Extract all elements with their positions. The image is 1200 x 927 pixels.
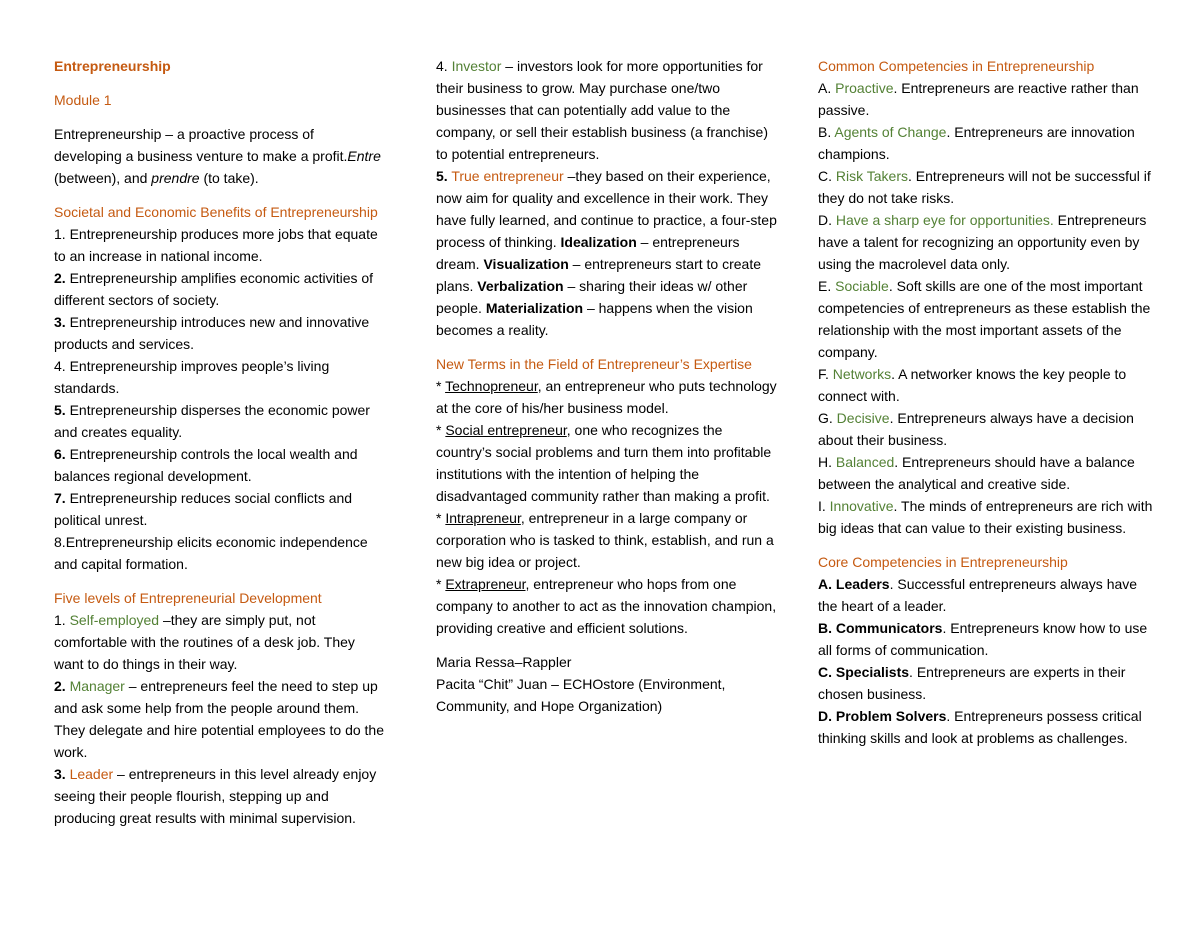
item-number: 2. — [54, 270, 66, 286]
term-item — [436, 507, 781, 573]
item-text: Entrepreneurship introduces new and innovative products and services. — [54, 314, 370, 352]
item-letter: A. — [818, 80, 836, 96]
competency-text: . The minds of entrepreneurs are rich with big ideas that can value to their existing business. — [818, 498, 1153, 536]
benefit-item — [54, 311, 384, 355]
step-term: Idealization — [560, 234, 637, 250]
competency-text: . Entrepreneurs always have a decision about their business. — [818, 410, 1134, 448]
term-text: , entrepreneur who hops from one company to another to act as the innovation champion, providing creative and efficient solutions. — [436, 576, 777, 636]
column-1 — [54, 55, 384, 829]
section-heading-benefits: Societal and Economic Benefits of Entrepreneurship — [54, 204, 378, 220]
item-number: 1. — [54, 226, 66, 242]
core-term: Problem Solvers — [835, 708, 947, 724]
step-term: Verbalization — [477, 278, 564, 294]
step-text: – entrepreneurs dream. — [436, 234, 740, 272]
level-term: Self-employed — [69, 612, 160, 628]
column-2 — [436, 55, 781, 717]
item-text: Entrepreneurship reduces social conflicts and political unrest. — [54, 490, 353, 528]
section-heading-core: Core Competencies in Entrepreneurship — [818, 554, 1068, 570]
term-item — [436, 419, 781, 507]
doc-title: Entrepreneurship — [54, 58, 171, 74]
bullet-star: * — [436, 510, 446, 526]
core-item — [818, 705, 1153, 749]
core-term: Communicators — [835, 620, 943, 636]
level-term: Manager — [69, 678, 125, 694]
item-text: Entrepreneurship produces more jobs that equate to an increase in national income. — [54, 226, 378, 264]
item-letter: H. — [818, 454, 836, 470]
step-text: – happens when the vision becomes a reality. — [436, 300, 753, 338]
item-number: 8. — [54, 534, 66, 550]
section-heading-new-terms: New Terms in the Field of Entrepreneur’s Expertise — [436, 356, 752, 372]
term-name: Intrapreneur — [445, 510, 521, 526]
item-number: 3. — [54, 314, 66, 330]
competency-text: . Entrepreneurs are reactive rather than passive. — [818, 80, 1139, 118]
level-item — [54, 675, 384, 763]
competency-text: . Soft skills are one of the most important competencies of entrepreneurs as these establish the relationship with the most important assets of the company. — [818, 278, 1151, 360]
competency-term: Sociable — [835, 278, 889, 294]
competency-text: . Entrepreneurs will not be successful if they do not take risks. — [818, 168, 1151, 206]
item-text: Entrepreneurship elicits economic independence and capital formation. — [54, 534, 368, 572]
competency-item — [818, 209, 1153, 275]
level-term: Investor — [451, 58, 502, 74]
item-letter: C. — [818, 168, 836, 184]
competency-item — [818, 77, 1153, 121]
item-number: 4. — [54, 358, 66, 374]
item-letter: B. — [818, 620, 836, 636]
section-heading-levels: Five levels of Entrepreneurial Development — [54, 590, 322, 606]
item-number: 7. — [54, 490, 66, 506]
item-number: 5. — [436, 168, 448, 184]
level-term: Leader — [69, 766, 114, 782]
item-text: Entrepreneurship controls the local wealth and balances regional development. — [54, 446, 358, 484]
bullet-star: * — [436, 576, 446, 592]
item-text: – entrepreneurs in this level already enjoy seeing their people flourish, stepping up and producing great results with minimal supervision. — [54, 766, 377, 826]
item-text: – investors look for more opportunities for their business to grow. May purchase one/two businesses that can potentially add value to the company, or sell their establish business (a franchise) to potential entrepreneurs. — [436, 58, 769, 162]
benefit-item — [54, 531, 384, 575]
core-item — [818, 573, 1153, 617]
item-letter: C. — [818, 664, 836, 680]
term-item — [436, 375, 781, 419]
core-text: . Entrepreneurs are experts in their chosen business. — [818, 664, 1126, 702]
competency-item — [818, 363, 1153, 407]
competency-item — [818, 275, 1153, 363]
item-letter: G. — [818, 410, 837, 426]
competency-text: . Entrepreneurs are innovation champions. — [818, 124, 1135, 162]
competency-term: Decisive — [836, 410, 890, 426]
item-number: 2. — [54, 678, 66, 694]
entre-term: Entre — [347, 148, 381, 164]
benefit-item — [54, 223, 384, 267]
item-letter: D. — [818, 708, 836, 724]
term-text: , one who recognizes the country’s social problems and turn them into profitable institutions with the intention of helping the disadvantaged community rather than making a profit. — [436, 422, 772, 504]
example-item: Pacita “Chit” Juan – ECHOstore (Environment, Community, and Hope Organization) — [436, 676, 726, 714]
competency-item — [818, 121, 1153, 165]
competency-text: . Entrepreneurs should have a balance between the analytical and creative side. — [818, 454, 1135, 492]
item-letter: F. — [818, 366, 833, 382]
core-item — [818, 661, 1153, 705]
definition-text: (between), and — [54, 170, 152, 186]
item-letter: D. — [818, 212, 836, 228]
core-item — [818, 617, 1153, 661]
term-text: , entrepreneur in a large company or corporation who is tasked to think, establish, and run a new big idea or project. — [436, 510, 774, 570]
level-item — [54, 609, 384, 675]
definition-text: Entrepreneurship – a proactive process of developing a business venture to make a profit. — [54, 126, 348, 164]
item-text: – entrepreneurs feel the need to step up and ask some help from the people around them. They delegate and hire potential employees to do the work. — [54, 678, 385, 760]
benefit-item — [54, 487, 384, 531]
competency-term: Agents of Change — [834, 124, 947, 140]
benefit-item — [54, 443, 384, 487]
benefit-item — [54, 267, 384, 311]
item-letter: I. — [818, 498, 830, 514]
definition-text: (to take). — [199, 170, 259, 186]
step-term: Visualization — [483, 256, 569, 272]
competency-term: Have a sharp eye for opportunities. — [835, 212, 1054, 228]
bullet-star: * — [436, 422, 446, 438]
competency-term: Balanced — [835, 454, 895, 470]
item-letter: B. — [818, 124, 835, 140]
item-number: 4. — [436, 58, 448, 74]
item-letter: E. — [818, 278, 836, 294]
item-text: –they based on their experience, now aim for quality and excellence in their work. They have fully learned, and continue to practice, a four-step process of thinking. — [436, 168, 777, 250]
competency-term: Proactive — [835, 80, 894, 96]
core-text: . Entrepreneurs know how to use all forms of communication. — [818, 620, 1148, 658]
term-name: Technopreneur — [445, 378, 538, 394]
step-term: Materialization — [485, 300, 584, 316]
benefit-item — [54, 399, 384, 443]
benefit-item — [54, 355, 384, 399]
item-text: –they are simply put, not comfortable with the routines of a desk job. They want to do things in their way. — [54, 612, 355, 672]
module-label: Module 1 — [54, 92, 112, 108]
term-item — [436, 573, 781, 639]
definition-paragraph — [54, 123, 384, 189]
level-item — [436, 165, 781, 341]
competency-text: Entrepreneurs have a talent for recognizing an opportunity even by using the macrolevel data only. — [818, 212, 1147, 272]
item-number: 1. — [54, 612, 66, 628]
step-text: – sharing their ideas w/ other people. — [436, 278, 748, 316]
core-text: . Entrepreneurs possess critical thinking skills and look at problems as challenges. — [818, 708, 1142, 746]
bullet-star: * — [436, 378, 446, 394]
competency-term: Innovative — [829, 498, 894, 514]
competency-item — [818, 165, 1153, 209]
competency-term: Risk Takers — [835, 168, 908, 184]
item-number: 6. — [54, 446, 66, 462]
item-letter: A. — [818, 576, 836, 592]
step-text: – entrepreneurs start to create plans. — [436, 256, 762, 294]
core-term: Leaders — [835, 576, 890, 592]
level-item — [436, 55, 781, 165]
column-3 — [818, 55, 1153, 749]
term-text: , an entrepreneur who puts technology at the core of his/her business model. — [436, 378, 777, 416]
term-name: Extrapreneur — [445, 576, 526, 592]
competency-term: Networks — [832, 366, 892, 382]
competency-text: . A networker knows the key people to connect with. — [818, 366, 1127, 404]
core-term: Specialists — [835, 664, 910, 680]
item-text: Entrepreneurship amplifies economic activities of different sectors of society. — [54, 270, 374, 308]
item-number: 5. — [54, 402, 66, 418]
item-text: Entrepreneurship disperses the economic power and creates equality. — [54, 402, 370, 440]
section-heading-common: Common Competencies in Entrepreneurship — [818, 58, 1095, 74]
core-text: . Successful entrepreneurs always have the heart of a leader. — [818, 576, 1138, 614]
item-number: 3. — [54, 766, 66, 782]
item-text: Entrepreneurship improves people’s living standards. — [54, 358, 330, 396]
prendre-term: prendre — [151, 170, 200, 186]
level-term: True entrepreneur — [451, 168, 564, 184]
competency-item — [818, 451, 1153, 495]
level-item — [54, 763, 384, 829]
example-item: Maria Ressa–Rappler — [436, 654, 572, 670]
competency-item — [818, 495, 1153, 539]
competency-item — [818, 407, 1153, 451]
term-name: Social entrepreneur — [445, 422, 567, 438]
